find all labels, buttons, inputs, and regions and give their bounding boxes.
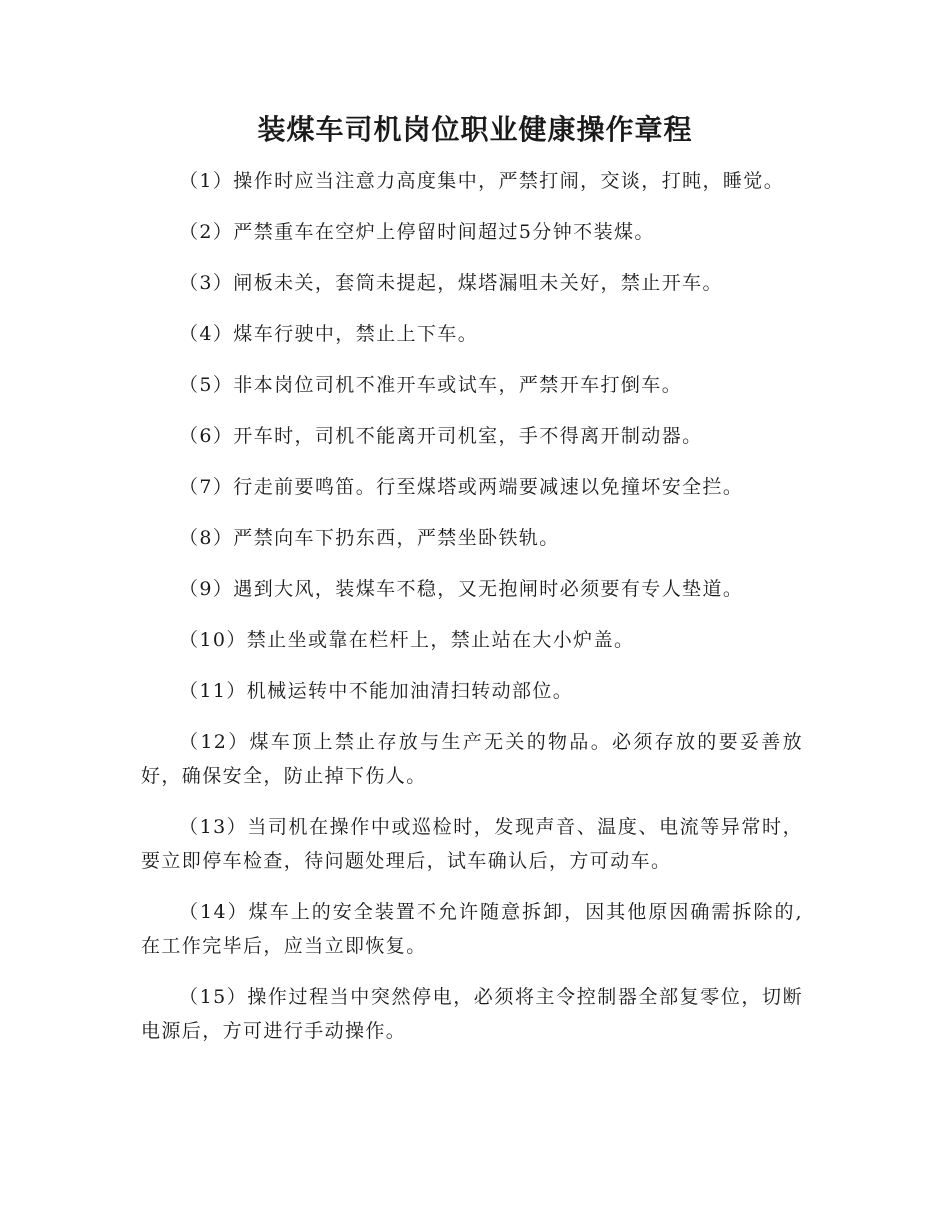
paragraph-6: （6）开车时，司机不能离开司机室，手不得离开制动器。: [179, 425, 703, 447]
paragraph-8: （8）严禁向车下扔东西，严禁坐卧铁轨。: [179, 527, 560, 549]
paragraph-2: （2）严禁重车在空炉上停留时间超过5分钟不装煤。: [179, 221, 655, 243]
paragraph-12: （12）煤车顶上禁止存放与生产无关的物品。必须存放的要妥善放好，确保安全，防止掉下伤人。: [141, 731, 803, 787]
paragraph-11: （11）机械运转中不能加油清扫转动部位。: [179, 680, 574, 702]
paragraph-10: （10）禁止坐或靠在栏杆上，禁止站在大小炉盖。: [179, 629, 635, 651]
paragraph-7: （7）行走前要鸣笛。行至煤塔或两端要减速以免撞坏安全拦。: [179, 476, 744, 498]
paragraph-1: （1）操作时应当注意力高度集中，严禁打闹，交谈，打盹，睡觉。: [179, 170, 785, 192]
document-body: [141, 164, 803, 1065]
paragraph-9: （9）遇到大风，装煤车不稳，又无抱闸时必须要有专人垫道。: [179, 578, 744, 600]
paragraph-15: （15）操作过程当中突然停电，必须将主令控制器全部复零位，切断电源后，方可进行手动操作。: [141, 986, 803, 1042]
document-title: 装煤车司机岗位职业健康操作章程: [257, 113, 693, 146]
paragraph-3: （3）闸板未关，套筒未提起，煤塔漏咀未关好，禁止开车。: [179, 272, 723, 294]
paragraph-4: （4）煤车行驶中，禁止上下车。: [179, 323, 479, 345]
paragraph-5: （5）非本岗位司机不准开车或试车，严禁开车打倒车。: [179, 374, 683, 396]
paragraph-13: （13）当司机在操作中或巡检时，发现声音、温度、电流等异常时，要立即停车检查，待问题处理后，试车确认后，方可动车。: [141, 816, 803, 872]
paragraph-14: （14）煤车上的安全装置不允许随意拆卸，因其他原因确需拆除的,在工作完毕后，应当立即恢复。: [141, 901, 803, 957]
